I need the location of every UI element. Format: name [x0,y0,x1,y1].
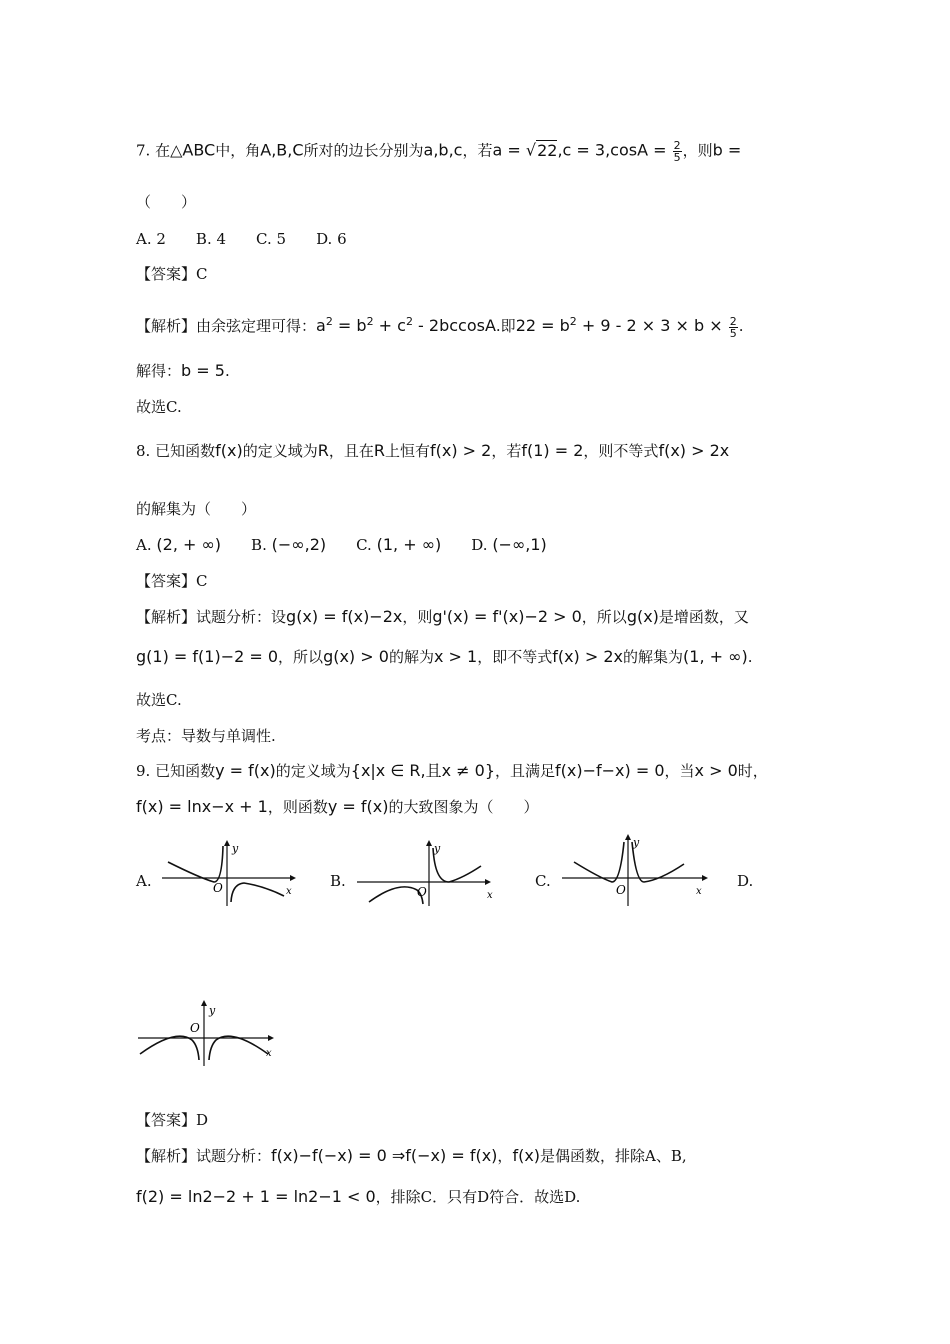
q9-analysis-cont: f(2) = ln2−2 + 1 = ln2−1 < 0，排除C．只有D符合．故选D. [136,1187,581,1206]
q7-option-b: B. 4 [195,230,227,248]
q8-options [136,535,577,555]
q8-option-c: C. (1, + ∞) [356,535,442,554]
q8-stem-cont: 的解集为（ ） [136,500,257,518]
q7-paren: （ ） [136,193,197,211]
q8-stem: 8. 已知函数f(x)的定义域为R，且在R上恒有f(x) > 2，若f(1) = 2，则不等式f(x) > 2x [136,441,730,460]
graph-a [160,838,300,908]
svg-text:O: O [213,881,223,895]
svg-text:y: y [434,842,441,855]
svg-text:y: y [209,1004,216,1017]
svg-text:O: O [190,1021,200,1035]
q7-analysis: 【解析】由余弦定理可得：$a^2 = b^2 + c^2 - 2bccosA$.即$22 = b^2 + 9 - 2 \times 3 \times b$ × $\frac{2}{5}$ . [136,314,744,340]
q8-kaodian: 考点：导数与单调性. [136,727,276,745]
svg-text:x: x [696,886,702,897]
q9-analysis: 【解析】试题分析：f(x)−f(−x) = 0 ⇒f(−x) = f(x)，f(x)是偶函数，排除A、B, [136,1146,687,1165]
svg-text:y: y [633,836,640,849]
q9-stem-cont: f(x) = lnx−x + 1，则函数y = f(x)的大致图象为（ ） [136,797,539,816]
q8-conclude: 故选C. [136,691,182,709]
svg-text:y: y [232,842,239,855]
q9-answer: 【答案】D [136,1111,209,1129]
q9-stem: 9. 已知函数y = f(x)的定义域为{x|x ∈ R,且x ≠ 0}，且满足f(x)−f−x) = 0，当x > 0时， [136,761,768,780]
q8-answer: 【答案】C [136,572,208,590]
q7-solve: 解得：b = 5. [136,361,230,380]
q8-option-d: D. (−∞,1) [471,535,547,554]
graph-label-a: A. [136,872,152,890]
graph-c [560,832,710,908]
svg-text:x: x [286,886,292,897]
q8-analysis-cont: g(1) = f(1)−2 = 0，所以g(x) > 0的解为x > 1，即不等式f(x) > 2x的解集为(1, + ∞). [136,647,753,666]
q7-answer: 【答案】C [136,265,208,283]
svg-text:O: O [616,883,626,897]
q7-stem: 7. 在△ABC中，角A,B,C所对的边长分别为a,b,c，若a = √22,c = 3,cosA = $\frac{2}{5}$ ，则b = [136,139,742,164]
graph-label-b: B. [330,872,346,890]
graph-label-c: C. [535,872,551,890]
fraction-2-5: $\frac{2}{5}$ [673,139,681,164]
graph-label-d: D. [737,872,754,890]
svg-text:x: x [266,1048,272,1059]
q7-number: 7. [136,141,151,160]
svg-text:x: x [487,890,493,901]
q7-conclude: 故选C. [136,398,182,416]
q7-option-a: A. 2 [136,230,166,248]
q7-options [136,229,377,249]
graph-d [136,998,282,1070]
q8-option-a: A. (2, + ∞) [136,535,222,554]
q7-option-d: D. 6 [316,230,347,248]
q8-option-b: B. (−∞,2) [251,535,327,554]
q8-analysis: 【解析】试题分析：设g(x) = f(x)−2x，则g'(x) = f'(x)−2 > 0，所以g(x)是增函数，又 [136,607,749,626]
q7-option-c: C. 5 [256,230,287,248]
svg-text:O: O [417,885,427,899]
graph-b [355,838,505,908]
